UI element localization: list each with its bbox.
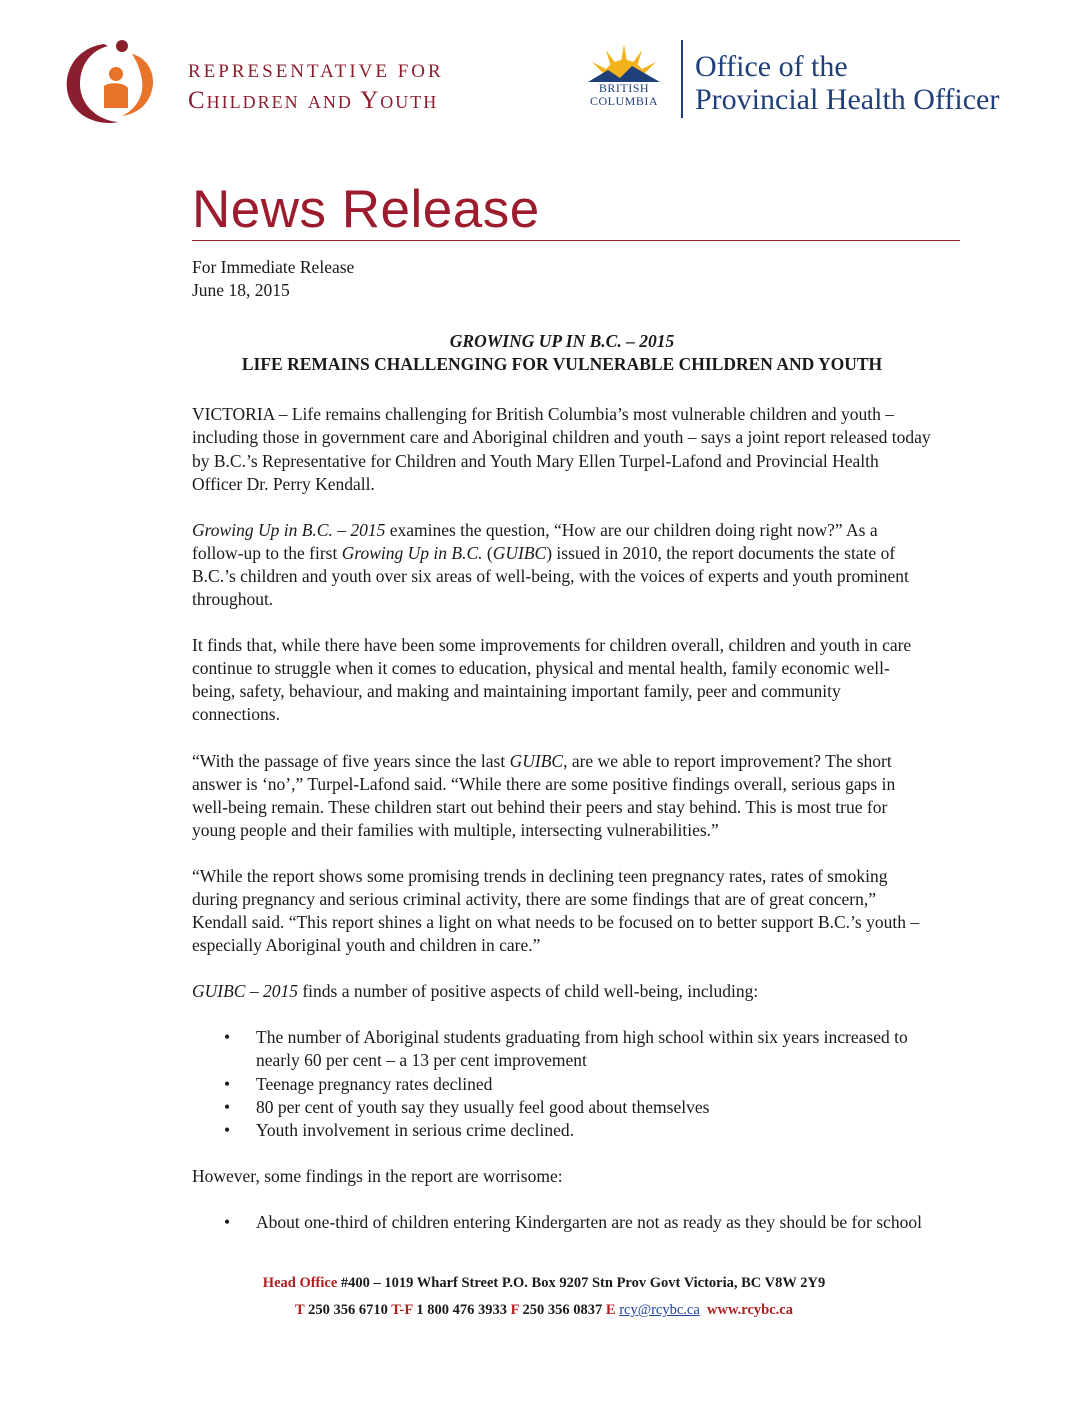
list-item: • The number of Aboriginal students graduating from high school within six years increased to nearly 60 per cent – a 13 per cent improvement [192, 1026, 932, 1072]
rcy-line2: Children and Youth [188, 87, 439, 114]
bc-word-british: BRITISH [598, 81, 650, 95]
headline [192, 330, 932, 376]
phone-value: 250 356 6710 [304, 1302, 392, 1318]
pho-line1: Office of the [695, 50, 848, 83]
footer-contact [0, 1302, 1088, 1319]
release-info [192, 256, 932, 302]
fax-label: F [510, 1302, 519, 1318]
rcy-line1: REPRESENTATIVE FOR [188, 61, 444, 82]
release-date: June 18, 2015 [192, 280, 290, 301]
headline-line1: GROWING UP IN B.C. – 2015 [449, 331, 675, 352]
tollfree-value: 1 800 476 3933 [412, 1302, 511, 1318]
release-line: For Immediate Release [192, 257, 355, 277]
page-title: News Release [192, 180, 540, 239]
website-link[interactable]: www.rcybc.ca [707, 1302, 793, 1318]
pho-wordmark [695, 50, 999, 116]
fax-value: 250 356 0837 [518, 1302, 606, 1318]
positives-list [192, 1026, 932, 1141]
list-item: • Teenage pregnancy rates declined [192, 1073, 932, 1096]
list-item: • About one-third of children entering Kindergarten are not as ready as they should be for school [192, 1211, 932, 1234]
rcy-wordmark [188, 62, 444, 113]
paragraph-5: “While the report shows some promising trends in declining teen pregnancy rates, rates of smoking during pregnancy and serious criminal activity, there are some findings that are of great concern,” Kendall said. “This report shines a light on what needs to be focused on to better support B.C.’s youth – especially Aboriginal youth and children in care.” [192, 865, 920, 956]
paragraph-4: “With the passage of five years since the last GUIBC, are we able to report improvement? The short answer is ‘no’,” Turpel-Lafond said. “While there are some positive findings overall, serious gaps in well-being remain. These children start out behind their peers and stay behind. This is most true for young people and their families with multiple, intersecting vulnerabilities.” [192, 750, 896, 840]
paragraph-7: However, some findings in the report are worrisome: [192, 1165, 563, 1186]
paragraph-2: Growing Up in B.C. – 2015 examines the question, “How are our children doing right now?” As a follow-up to the first Growing Up in B.C. (GUIBC) issued in 2010, the report documents the state of B.C.’s children and youth over six areas of well-being, with the voices of experts and youth prominent throughout. [192, 519, 909, 610]
concerns-list [192, 1211, 932, 1234]
report-acronym: GUIBC [492, 542, 547, 563]
pho-line2: Provincial Health Officer [695, 83, 1000, 116]
list-item: • Youth involvement in serious crime declined. [192, 1119, 932, 1142]
headline-line2: LIFE REMAINS CHALLENGING FOR VULNERABLE CHILDREN AND YOUTH [241, 354, 883, 375]
report-acronym: GUIBC [509, 750, 564, 771]
report-title: Growing Up in B.C. [341, 542, 483, 563]
release-body [192, 256, 932, 1234]
phone-label: T [295, 1302, 305, 1318]
head-office-label: Head Office [262, 1275, 338, 1291]
list-item: • 80 per cent of youth say they usually feel good about themselves [192, 1096, 932, 1119]
paragraph-3: It finds that, while there have been some improvements for children overall, children and youth in care continue to struggle when it comes to education, physical and mental health, family economic well-being, safety, behaviour, and making and maintaining important family, peer and community connections. [192, 635, 912, 725]
header-divider [681, 40, 683, 118]
footer-address [0, 1275, 1088, 1292]
report-acronym: GUIBC – 2015 [192, 981, 298, 1002]
bc-wordmark [576, 82, 672, 108]
paragraph-6: GUIBC – 2015 finds a number of positive aspects of child well-being, including: [192, 981, 759, 1002]
rcy-logo-icon [56, 36, 176, 126]
bc-word-columbia: COLUMBIA [589, 94, 658, 108]
tollfree-label: T-F [391, 1302, 413, 1318]
footer-address-text: #400 – 1019 Wharf Street P.O. Box 9207 Stn Prov Govt Victoria, BC V8W 2Y9 [337, 1275, 826, 1291]
title-rule [192, 240, 960, 241]
email-label: E [605, 1302, 616, 1318]
paragraph-1: VICTORIA – Life remains challenging for British Columbia’s most vulnerable children and youth – including those in government care and Aboriginal children and youth – says a joint report released today by B.C.’s Representative for Children and Youth Mary Ellen Turpel-Lafond and Provincial Health Officer Dr. Perry Kendall. [192, 404, 931, 494]
report-title: Growing Up in B.C. – 2015 [192, 519, 386, 540]
email-link[interactable]: rcy@rcybc.ca [619, 1302, 700, 1318]
